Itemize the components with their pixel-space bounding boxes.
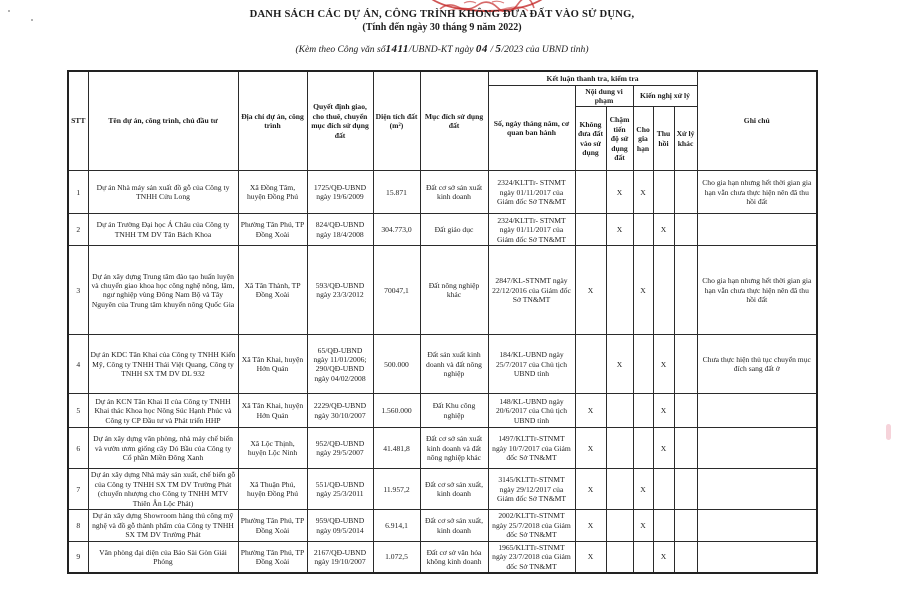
cell-area: 1.560.000 bbox=[373, 394, 420, 428]
table-row bbox=[68, 335, 817, 394]
cell-conclusion: 2324/KLTTr- STNMT ngày 01/11/2017 của Giám đốc Sở TN&MT bbox=[488, 171, 575, 214]
cell-mark-xu-ly-khac bbox=[674, 335, 697, 394]
header-action-other: Xử lý khác bbox=[674, 107, 697, 171]
header-action-revoke: Thu hồi bbox=[653, 107, 674, 171]
title-block bbox=[0, 9, 884, 55]
cell-note bbox=[697, 394, 817, 428]
cell-decision: 593/QĐ-UBND ngày 23/3/2012 bbox=[307, 246, 373, 335]
cell-decision: 2229/QĐ-UBND ngày 30/10/2007 bbox=[307, 394, 373, 428]
cell-mark-thu-hoi bbox=[653, 469, 674, 510]
cell-purpose: Đất Khu công nghiệp bbox=[420, 394, 488, 428]
cell-conclusion: 3145/KLTTr-STNMT ngày 29/12/2017 của Giám đốc Sở TN&MT bbox=[488, 469, 575, 510]
cell-mark-thu-hoi bbox=[653, 171, 674, 214]
cell-decision: 1725/QĐ-UBND ngày 19/6/2009 bbox=[307, 171, 373, 214]
cell-mark-cham-tien-do: X bbox=[606, 171, 633, 214]
cell-stt: 2 bbox=[68, 214, 88, 246]
cell-project-name: Dự án KDC Tân Khai của Công ty TNHH Kiến Mỹ, Công ty TNHH Thái Việt Quang, Công ty TNHH SX TM DV DL 932 bbox=[88, 335, 238, 394]
cell-address: Phường Tân Phú, TP Đồng Xoài bbox=[238, 214, 307, 246]
cell-purpose: Đất cơ sở văn hóa không kinh doanh bbox=[420, 541, 488, 573]
cell-mark-thu-hoi: X bbox=[653, 541, 674, 573]
cell-purpose: Đất sản xuất kinh doanh và đất nông nghiệp bbox=[420, 335, 488, 394]
header-project-name: Tên dự án, công trình, chủ đầu tư bbox=[88, 71, 238, 171]
cell-mark-khong-dua-dat: X bbox=[575, 394, 606, 428]
cell-stt: 6 bbox=[68, 428, 88, 469]
cell-mark-khong-dua-dat bbox=[575, 335, 606, 394]
cell-mark-cham-tien-do: X bbox=[606, 214, 633, 246]
cell-area: 6.914,1 bbox=[373, 510, 420, 541]
cell-mark-cho-gia-han bbox=[633, 335, 653, 394]
header-address: Địa chỉ dự án, công trình bbox=[238, 71, 307, 171]
cell-mark-khong-dua-dat: X bbox=[575, 469, 606, 510]
header-violation-behind-schedule: Chậm tiến độ sử dụng đất bbox=[606, 107, 633, 171]
cell-mark-thu-hoi: X bbox=[653, 214, 674, 246]
cell-project-name: Dự án xây dựng Showroom hàng thủ công mỹ nghệ và đồ gỗ thành phẩm của Công ty TNHH SX TM DV Trường Phát bbox=[88, 510, 238, 541]
cell-mark-khong-dua-dat: X bbox=[575, 246, 606, 335]
cell-mark-cham-tien-do bbox=[606, 246, 633, 335]
cell-conclusion: 184/KL-UBND ngày 25/7/2017 của Chủ tịch UBND tỉnh bbox=[488, 335, 575, 394]
cell-project-name: Dự án xây dựng văn phòng, nhà máy chế biến và vườn ươm giống cây Dó Bầu của Công ty Cổ phần Miền Đông Xanh bbox=[88, 428, 238, 469]
cell-conclusion: 2324/KLTTr- STNMT ngày 01/11/2017 của Giám đốc Sở TN&MT bbox=[488, 214, 575, 246]
document-title: DANH SÁCH CÁC DỰ ÁN, CÔNG TRÌNH KHÔNG ĐƯA ĐẤT VÀO SỬ DỤNG, bbox=[249, 9, 635, 20]
cell-purpose: Đất cơ sở sản xuất, kinh doanh bbox=[420, 469, 488, 510]
reference-prefix: (Kèm theo Công văn số bbox=[295, 43, 386, 55]
cell-mark-xu-ly-khac bbox=[674, 214, 697, 246]
cell-note: Cho gia hạn nhưng hết thời gian gia hạn vẫn chưa thực hiện nên đã thu hồi đất bbox=[697, 246, 817, 335]
table-row bbox=[68, 246, 817, 335]
cell-stt: 1 bbox=[68, 171, 88, 214]
handwritten-month: 5 bbox=[495, 42, 502, 55]
cell-note bbox=[697, 428, 817, 469]
cell-stt: 8 bbox=[68, 510, 88, 541]
table-row bbox=[68, 469, 817, 510]
cell-mark-khong-dua-dat bbox=[575, 214, 606, 246]
header-action-group: Kiến nghị xử lý bbox=[633, 85, 697, 107]
header-action-extend: Cho gia hạn bbox=[633, 107, 653, 171]
header-violation-group: Nội dung vi phạm bbox=[575, 85, 633, 107]
cell-purpose: Đất cơ sở sản xuất kinh doanh và đất nông nghiệp khác bbox=[420, 428, 488, 469]
cell-mark-cho-gia-han bbox=[633, 394, 653, 428]
table-row bbox=[68, 214, 817, 246]
cell-stt: 5 bbox=[68, 394, 88, 428]
cell-mark-xu-ly-khac bbox=[674, 510, 697, 541]
cell-project-name: Dự án xây dựng Trung tâm đào tạo huấn luyện và chuyển giao khoa học công nghệ nông, lâm, ngư nghiệp vùng Đông Nam Bộ và Tây Nguyên của Trung tâm khuyến nông Quốc Gia bbox=[88, 246, 238, 335]
cell-decision: 824/QĐ-UBND ngày 18/4/2008 bbox=[307, 214, 373, 246]
cell-mark-cham-tien-do bbox=[606, 469, 633, 510]
cell-mark-xu-ly-khac bbox=[674, 394, 697, 428]
cell-decision: 65/QĐ-UBND ngày 11/01/2006; 290/QĐ-UBND ngày 04/02/2008 bbox=[307, 335, 373, 394]
cell-address: Xã Đồng Tâm, huyện Đồng Phú bbox=[238, 171, 307, 214]
cell-mark-xu-ly-khac bbox=[674, 541, 697, 573]
header-violation-no-use: Không đưa đất vào sử dụng bbox=[575, 107, 606, 171]
cell-conclusion: 2002/KLTTr-STNMT ngày 25/7/2018 của Giám đốc Sở TN&MT bbox=[488, 510, 575, 541]
cell-note: Cho gia hạn nhưng hết thời gian gia hạn vẫn chưa thực hiện nên đã thu hồi đất bbox=[697, 171, 817, 214]
reference-mid: /UBND-KT ngày bbox=[408, 43, 474, 55]
cell-area: 1.072,5 bbox=[373, 541, 420, 573]
cell-note bbox=[697, 469, 817, 510]
cell-mark-cham-tien-do bbox=[606, 510, 633, 541]
cell-mark-cho-gia-han: X bbox=[633, 469, 653, 510]
cell-conclusion: 1965/KLTTr-STNMT ngày 23/7/2018 của Giám đốc Sở TN&MT bbox=[488, 541, 575, 573]
cell-note bbox=[697, 510, 817, 541]
table-row bbox=[68, 510, 817, 541]
cell-mark-thu-hoi: X bbox=[653, 394, 674, 428]
cell-stt: 9 bbox=[68, 541, 88, 573]
cell-conclusion: 1497/KLTTr-STNMT ngày 10/7/2017 của Giám đốc Sở TN&MT bbox=[488, 428, 575, 469]
cell-address: Xã Tân Khai, huyện Hớn Quản bbox=[238, 394, 307, 428]
cell-conclusion: 148/KL-UBND ngày 20/6/2017 của Chủ tịch UBND tỉnh bbox=[488, 394, 575, 428]
cell-area: 41.481,8 bbox=[373, 428, 420, 469]
cell-decision: 2167/QĐ-UBND ngày 19/10/2007 bbox=[307, 541, 373, 573]
table-row bbox=[68, 171, 817, 214]
cell-mark-cho-gia-han bbox=[633, 428, 653, 469]
cell-note: Chưa thực hiện thủ tục chuyển mục đích sang đất ở bbox=[697, 335, 817, 394]
cell-mark-cho-gia-han bbox=[633, 541, 653, 573]
cell-mark-cho-gia-han: X bbox=[633, 171, 653, 214]
cell-mark-cho-gia-han bbox=[633, 214, 653, 246]
cell-mark-xu-ly-khac bbox=[674, 246, 697, 335]
cell-purpose: Đất nông nghiệp khác bbox=[420, 246, 488, 335]
cell-mark-xu-ly-khac bbox=[674, 171, 697, 214]
cell-conclusion: 2847/KL-STNMT ngày 22/12/2016 của Giám đốc Sở TN&MT bbox=[488, 246, 575, 335]
cell-mark-khong-dua-dat bbox=[575, 171, 606, 214]
table-row bbox=[68, 394, 817, 428]
cell-project-name: Dự án xây dựng Nhà máy sản xuất, chế biến gỗ của Công ty TNHH SX TM DV Trường Phát (chuyển nhượng cho Công ty TNHH MTV Thiên Ân Lộc Phát) bbox=[88, 469, 238, 510]
cell-address: Phường Tân Phú, TP Đồng Xoài bbox=[238, 510, 307, 541]
cell-mark-thu-hoi: X bbox=[653, 428, 674, 469]
cell-address: Phường Tân Phú, TP Đồng Xoài bbox=[238, 541, 307, 573]
cell-address: Xã Lộc Thịnh, huyện Lộc Ninh bbox=[238, 428, 307, 469]
projects-table bbox=[67, 70, 818, 574]
handwritten-day: 04 bbox=[475, 42, 488, 55]
cell-mark-thu-hoi bbox=[653, 510, 674, 541]
reference-sep: / bbox=[490, 43, 493, 55]
cell-mark-cho-gia-han: X bbox=[633, 246, 653, 335]
cell-address: Xã Tân Thành, TP Đồng Xoài bbox=[238, 246, 307, 335]
document-reference-line bbox=[0, 43, 884, 55]
cell-area: 70047,1 bbox=[373, 246, 420, 335]
cell-mark-cham-tien-do bbox=[606, 394, 633, 428]
cell-purpose: Đất cơ sở sản xuất, kinh doanh bbox=[420, 510, 488, 541]
table-row bbox=[68, 428, 817, 469]
cell-project-name: Dự án Trường Đại học Á Châu của Công ty TNHH TM DV Tân Bách Khoa bbox=[88, 214, 238, 246]
header-decision: Quyết định giao, cho thuê, chuyển mục đích sử dụng đất bbox=[307, 71, 373, 171]
cell-purpose: Đất cơ sở sản xuất kinh doanh bbox=[420, 171, 488, 214]
header-inspection-doc: Số, ngày tháng năm, cơ quan ban hành bbox=[488, 85, 575, 171]
table-header bbox=[68, 71, 817, 171]
cell-purpose: Đất giáo dục bbox=[420, 214, 488, 246]
header-stt: STT bbox=[68, 71, 88, 171]
cell-mark-xu-ly-khac bbox=[674, 428, 697, 469]
handwritten-doc-number: 1411 bbox=[385, 42, 409, 55]
header-purpose: Mục đích sử dụng đất bbox=[420, 71, 488, 171]
cell-project-name: Văn phòng đại diện của Báo Sài Gòn Giải Phóng bbox=[88, 541, 238, 573]
table-body bbox=[68, 171, 817, 573]
cell-area: 500.000 bbox=[373, 335, 420, 394]
cell-address: Xã Thuận Phú, huyện Đồng Phú bbox=[238, 469, 307, 510]
header-inspection-group: Kết luận thanh tra, kiểm tra bbox=[488, 71, 697, 85]
reference-suffix: /2023 của UBND tỉnh) bbox=[501, 43, 589, 55]
cell-stt: 3 bbox=[68, 246, 88, 335]
table-row bbox=[68, 541, 817, 573]
cell-note bbox=[697, 541, 817, 573]
cell-stt: 7 bbox=[68, 469, 88, 510]
cell-mark-xu-ly-khac bbox=[674, 469, 697, 510]
cell-mark-cham-tien-do bbox=[606, 541, 633, 573]
cell-decision: 952/QĐ-UBND ngày 29/5/2007 bbox=[307, 428, 373, 469]
cell-address: Xã Tân Khai, huyện Hớn Quản bbox=[238, 335, 307, 394]
cell-stt: 4 bbox=[68, 335, 88, 394]
cell-mark-cho-gia-han: X bbox=[633, 510, 653, 541]
cell-project-name: Dự án KCN Tân Khai II của Công ty TNHH Khai thác Khoa học Nông Súc Hạnh Phúc và Công ty CP Đầu tư và Phát triển HHP bbox=[88, 394, 238, 428]
cell-mark-khong-dua-dat: X bbox=[575, 428, 606, 469]
cell-mark-khong-dua-dat: X bbox=[575, 541, 606, 573]
header-note: Ghi chú bbox=[697, 71, 817, 171]
cell-mark-cham-tien-do: X bbox=[606, 335, 633, 394]
cell-area: 11.957,2 bbox=[373, 469, 420, 510]
cell-project-name: Dự án Nhà máy sản xuất đồ gỗ của Công ty TNHH Cửu Long bbox=[88, 171, 238, 214]
header-area: Diện tích đất (m²) bbox=[373, 71, 420, 171]
cell-mark-thu-hoi bbox=[653, 246, 674, 335]
cell-decision: 551/QĐ-UBND ngày 25/3/2011 bbox=[307, 469, 373, 510]
document-subtitle-date: (Tính đến ngày 30 tháng 9 năm 2022) bbox=[362, 21, 522, 33]
cell-decision: 959/QĐ-UBND ngày 09/5/2014 bbox=[307, 510, 373, 541]
cell-mark-cham-tien-do bbox=[606, 428, 633, 469]
pink-smudge bbox=[886, 424, 891, 440]
cell-mark-khong-dua-dat: X bbox=[575, 510, 606, 541]
cell-note bbox=[697, 214, 817, 246]
cell-area: 15.871 bbox=[373, 171, 420, 214]
cell-area: 304.773,0 bbox=[373, 214, 420, 246]
cell-mark-thu-hoi: X bbox=[653, 335, 674, 394]
